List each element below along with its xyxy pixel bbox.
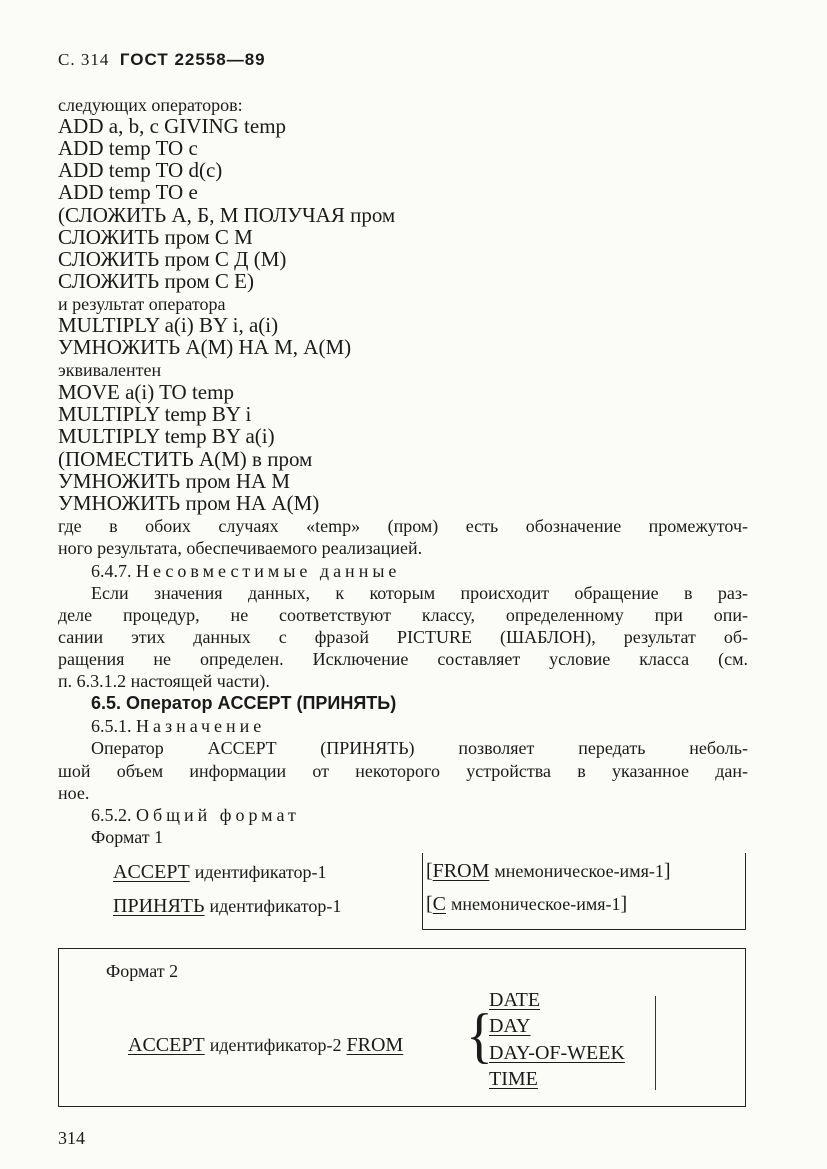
paragraph-line: п. 6.3.1.2 настоящей части). bbox=[58, 671, 270, 691]
code-line-ru: СЛОЖИТЬ пром С Д (М) bbox=[58, 247, 287, 271]
format1-line-ru bbox=[113, 895, 341, 918]
keyword-prinyat: ПРИНЯТЬ bbox=[113, 895, 205, 917]
keyword-from: FROM bbox=[432, 860, 490, 882]
code-line: ADD a, b, c GIVING temp bbox=[58, 114, 287, 138]
paragraph-line: ного результата, обеспечиваемого реализацией. bbox=[58, 538, 423, 558]
right-bracket-line bbox=[655, 996, 656, 1090]
paragraph-line: Если значения данных, к которым происходит обращение в раз- bbox=[91, 583, 748, 603]
section-number: 6.5.1. bbox=[91, 716, 132, 736]
keyword-accept: ACCEPT bbox=[113, 861, 190, 883]
section-title: Несовместимые данные bbox=[136, 561, 401, 581]
format1-line-en bbox=[113, 861, 327, 884]
option-day-of-week: DAY-OF-WEEK bbox=[489, 1042, 625, 1064]
format2-syntax bbox=[128, 1034, 403, 1057]
code-line-ru: СЛОЖИТЬ пром С Е) bbox=[58, 269, 254, 293]
page-header bbox=[58, 50, 266, 70]
code-line-ru: УМНОЖИТЬ А(М) НА М, А(М) bbox=[58, 335, 352, 359]
mid-text: и результат оператора bbox=[58, 294, 226, 314]
code-line: ADD temp TO e bbox=[58, 180, 198, 204]
identifier: идентификатор-1 bbox=[209, 896, 342, 916]
format1-option-ru: [С мнемоническое-имя-1] bbox=[426, 893, 628, 915]
code-line: MULTIPLY temp BY i bbox=[58, 402, 252, 426]
code-line: MULTIPLY a(i) BY i, a(i) bbox=[58, 313, 279, 337]
code-line-ru: СЛОЖИТЬ пром С М bbox=[58, 225, 253, 249]
section-title: Общий формат bbox=[136, 805, 300, 825]
code-line-ru: (ПОМЕСТИТЬ А(М) в пром bbox=[58, 447, 313, 471]
mnemonic-name: мнемоническое-имя-1 bbox=[451, 894, 621, 914]
paragraph-line: Оператор ACCEPT (ПРИНЯТЬ) позволяет передать неболь- bbox=[91, 738, 748, 758]
mid-text: эквивалентен bbox=[58, 360, 162, 380]
section-number: 6.4.7. bbox=[91, 561, 132, 581]
section-title: Назначение bbox=[136, 716, 266, 736]
paragraph-line: ращения не определен. Исключение составляет условие класса (см. bbox=[58, 649, 748, 669]
intro-text: следующих операторов: bbox=[58, 95, 243, 115]
code-line: ADD temp TO d(c) bbox=[58, 158, 223, 182]
option-time: TIME bbox=[489, 1068, 538, 1090]
section-number: 6.5.2. bbox=[91, 805, 132, 825]
left-brace: { bbox=[466, 1001, 493, 1071]
doc-id: ГОСТ 22558—89 bbox=[119, 50, 266, 69]
format1-option-en: [FROM мнемоническое-имя-1] bbox=[426, 860, 671, 882]
identifier: идентификатор-1 bbox=[194, 862, 327, 882]
code-line-ru: УМНОЖИТЬ пром НА М bbox=[58, 469, 291, 493]
option-day: DAY bbox=[489, 1015, 531, 1037]
paragraph-line: деле процедур, не соответствуют классу, определенному при опи- bbox=[58, 605, 748, 625]
code-line: ADD temp TO c bbox=[58, 136, 198, 160]
page-ref: С. 314 bbox=[58, 50, 110, 69]
format2-label: Формат 2 bbox=[106, 961, 179, 981]
keyword-accept: ACCEPT bbox=[128, 1034, 205, 1056]
paragraph-line: сании этих данных с фразой PICTURE (ШАБЛОН), результат об- bbox=[58, 627, 748, 647]
mnemonic-name: мнемоническое-имя-1 bbox=[494, 861, 664, 881]
paragraph-line: ное. bbox=[58, 783, 90, 803]
code-line: MOVE a(i) TO temp bbox=[58, 380, 234, 404]
option-date: DATE bbox=[489, 989, 541, 1011]
section-heading bbox=[91, 560, 400, 582]
format1-label: Формат 1 bbox=[91, 827, 164, 847]
identifier: идентификатор-2 bbox=[209, 1035, 342, 1055]
paragraph-line: где в обоих случаях «temp» (пром) есть обозначение промежуточ- bbox=[58, 516, 748, 536]
keyword-from: FROM bbox=[346, 1034, 404, 1056]
code-line-ru: (СЛОЖИТЬ А, Б, М ПОЛУЧАЯ пром bbox=[58, 203, 396, 227]
code-line: MULTIPLY temp BY a(i) bbox=[58, 424, 275, 448]
code-line-ru: УМНОЖИТЬ пром НА А(М) bbox=[58, 491, 320, 515]
section-heading bbox=[91, 804, 300, 826]
section-heading-bold: 6.5. Оператор ACCEPT (ПРИНЯТЬ) bbox=[91, 693, 397, 713]
page-number: 314 bbox=[58, 1128, 85, 1148]
keyword-s: С bbox=[432, 893, 447, 915]
section-heading bbox=[91, 715, 265, 737]
paragraph-line: шой объем информации от некоторого устройства в указанное дан- bbox=[58, 761, 748, 781]
